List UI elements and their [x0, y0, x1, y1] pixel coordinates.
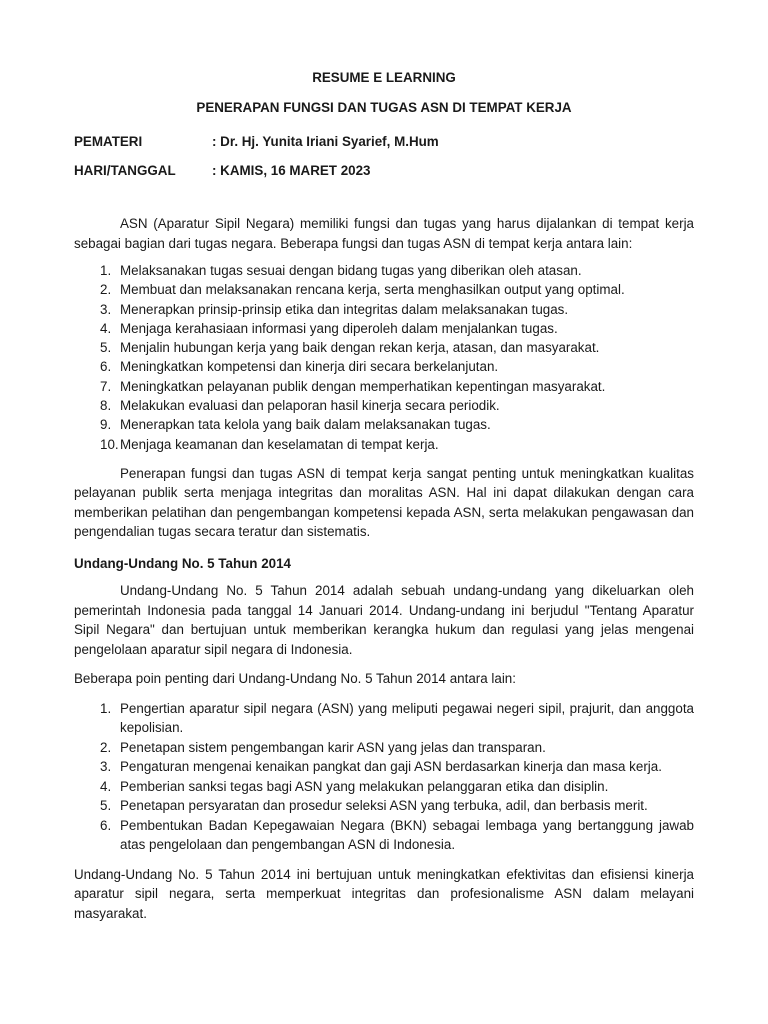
list-item	[74, 757, 694, 777]
list-item	[74, 738, 694, 758]
meta-row-tanggal	[74, 156, 694, 185]
list-number: 6.	[100, 359, 112, 375]
list-number: 4.	[100, 778, 112, 794]
list-text: Penetapan sistem pengembangan karir ASN yang jelas dan transparan.	[120, 739, 546, 755]
list-item	[74, 261, 694, 280]
list-number: 5.	[100, 798, 112, 814]
document-subtitle: PENERAPAN FUNGSI DAN TUGAS ASN DI TEMPAT KERJA	[196, 99, 572, 115]
list-text: Menjalin hubungan kerja yang baik dengan rekan kerja, atasan, dan masyarakat.	[120, 340, 600, 356]
list-text: Menjaga keamanan dan keselamatan di tempat kerja.	[120, 436, 439, 452]
list-item	[74, 357, 694, 376]
functions-list	[74, 261, 694, 454]
points-list	[74, 699, 694, 855]
list-number: 1.	[100, 263, 112, 278]
list-number: 8.	[100, 398, 112, 414]
list-text: Penetapan persyaratan dan prosedur seleksi ASN yang terbuka, adil, dan berbasis merit.	[120, 798, 648, 814]
list-number: 7.	[100, 378, 112, 394]
meta-value: : Dr. Hj. Yunita Iriani Syarief, M.Hum	[212, 133, 439, 149]
section-heading: Undang-Undang No. 5 Tahun 2014	[74, 555, 291, 571]
list-item	[74, 415, 694, 434]
list-number: 5.	[100, 340, 112, 356]
list-number: 10.	[100, 436, 119, 452]
list-item	[74, 300, 694, 319]
meta-block	[74, 127, 694, 185]
list-text: Meningkatkan kompetensi dan kinerja diri secara berkelanjutan.	[120, 359, 499, 375]
list-text: Menerapkan tata kelola yang baik dalam melaksanakan tugas.	[120, 417, 491, 433]
list-text: Melaksanakan tugas sesuai dengan bidang tugas yang diberikan oleh atasan.	[120, 263, 582, 278]
application-paragraph: Penerapan fungsi dan tugas ASN di tempat kerja sangat penting untuk meningkatkan kualitas pelayanan publik serta menjaga integritas dan moralitas ASN. Hal ini dapat dilakukan dengan cara memberikan pelatihan dan pengembangan kompetensi kepada ASN, serta melakukan pengawasan dan pengendalian tugas secara teratur dan sistematis.	[74, 465, 694, 540]
list-item	[74, 377, 694, 396]
list-item	[74, 280, 694, 299]
list-number: 2.	[100, 282, 112, 298]
list-text: Menerapkan prinsip-prinsip etika dan integritas dalam melaksanakan tugas.	[120, 301, 569, 317]
list-number: 3.	[100, 301, 112, 317]
uu-paragraph: Undang-Undang No. 5 Tahun 2014 adalah sebuah undang-undang yang dikeluarkan oleh pemerintah Indonesia pada tanggal 14 Januari 2014. Undang-undang ini berjudul "Tentang Aparatur Sipil Negara" dan bertujuan untuk memberikan kerangka hukum dan regulasi yang jelas mengenai pengelolaan aparatur sipil negara di Indonesia.	[74, 583, 694, 657]
list-item	[74, 396, 694, 415]
list-text: Menjaga kerahasiaan informasi yang diperoleh dalam menjalankan tugas.	[120, 320, 558, 336]
meta-row-pemateri	[74, 127, 694, 156]
meta-label: HARI/TANGGAL	[74, 162, 176, 178]
list-text: Membuat dan melaksanakan rencana kerja, serta menghasilkan output yang optimal.	[120, 282, 625, 298]
closing-paragraph: Undang-Undang No. 5 Tahun 2014 ini bertujuan untuk meningkatkan efektivitas dan efisiensi kinerja aparatur sipil negara, serta memperkuat integritas dan profesionalisme ASN dalam melayani masyarakat.	[74, 866, 694, 921]
list-item	[74, 816, 694, 855]
list-item	[74, 338, 694, 357]
intro-paragraph: ASN (Aparatur Sipil Negara) memiliki fungsi dan tugas yang harus dijalankan di tempat kerja sebagai bagian dari tugas negara. Beberapa fungsi dan tugas ASN di tempat kerja antara lain:	[74, 216, 694, 251]
list-item	[74, 777, 694, 797]
list-text: Pengertian aparatur sipil negara (ASN) yang meliputi pegawai negeri sipil, prajurit, dan anggota kepolisian.	[120, 700, 694, 736]
list-item	[74, 435, 694, 454]
list-number: 9.	[100, 417, 112, 433]
list-number: 4.	[100, 320, 112, 336]
list-item	[74, 796, 694, 816]
meta-value: : KAMIS, 16 MARET 2023	[212, 162, 371, 178]
list-item	[74, 319, 694, 338]
list-number: 1.	[100, 700, 112, 716]
list-text: Pemberian sanksi tegas bagi ASN yang melakukan pelanggaran etika dan disiplin.	[120, 778, 609, 794]
list-text: Melakukan evaluasi dan pelaporan hasil kinerja secara periodik.	[120, 398, 500, 414]
list-text: Pengaturan mengenai kenaikan pangkat dan gaji ASN berdasarkan kinerja dan masa kerja.	[120, 759, 662, 775]
list-number: 2.	[100, 739, 112, 755]
list-text: Pembentukan Badan Kepegawaian Negara (BKN) sebagai lembaga yang bertanggung jawab atas pengelolaan dan pengembangan ASN di Indonesia.	[120, 817, 694, 853]
list-item	[74, 699, 694, 738]
document-title: RESUME E LEARNING	[312, 70, 456, 85]
list-number: 6.	[100, 817, 112, 833]
points-intro-paragraph: Beberapa poin penting dari Undang-Undang No. 5 Tahun 2014 antara lain:	[74, 671, 516, 687]
list-number: 3.	[100, 759, 112, 775]
meta-label: PEMATERI	[74, 133, 143, 149]
list-text: Meningkatkan pelayanan publik dengan memperhatikan kepentingan masyarakat.	[120, 378, 606, 394]
